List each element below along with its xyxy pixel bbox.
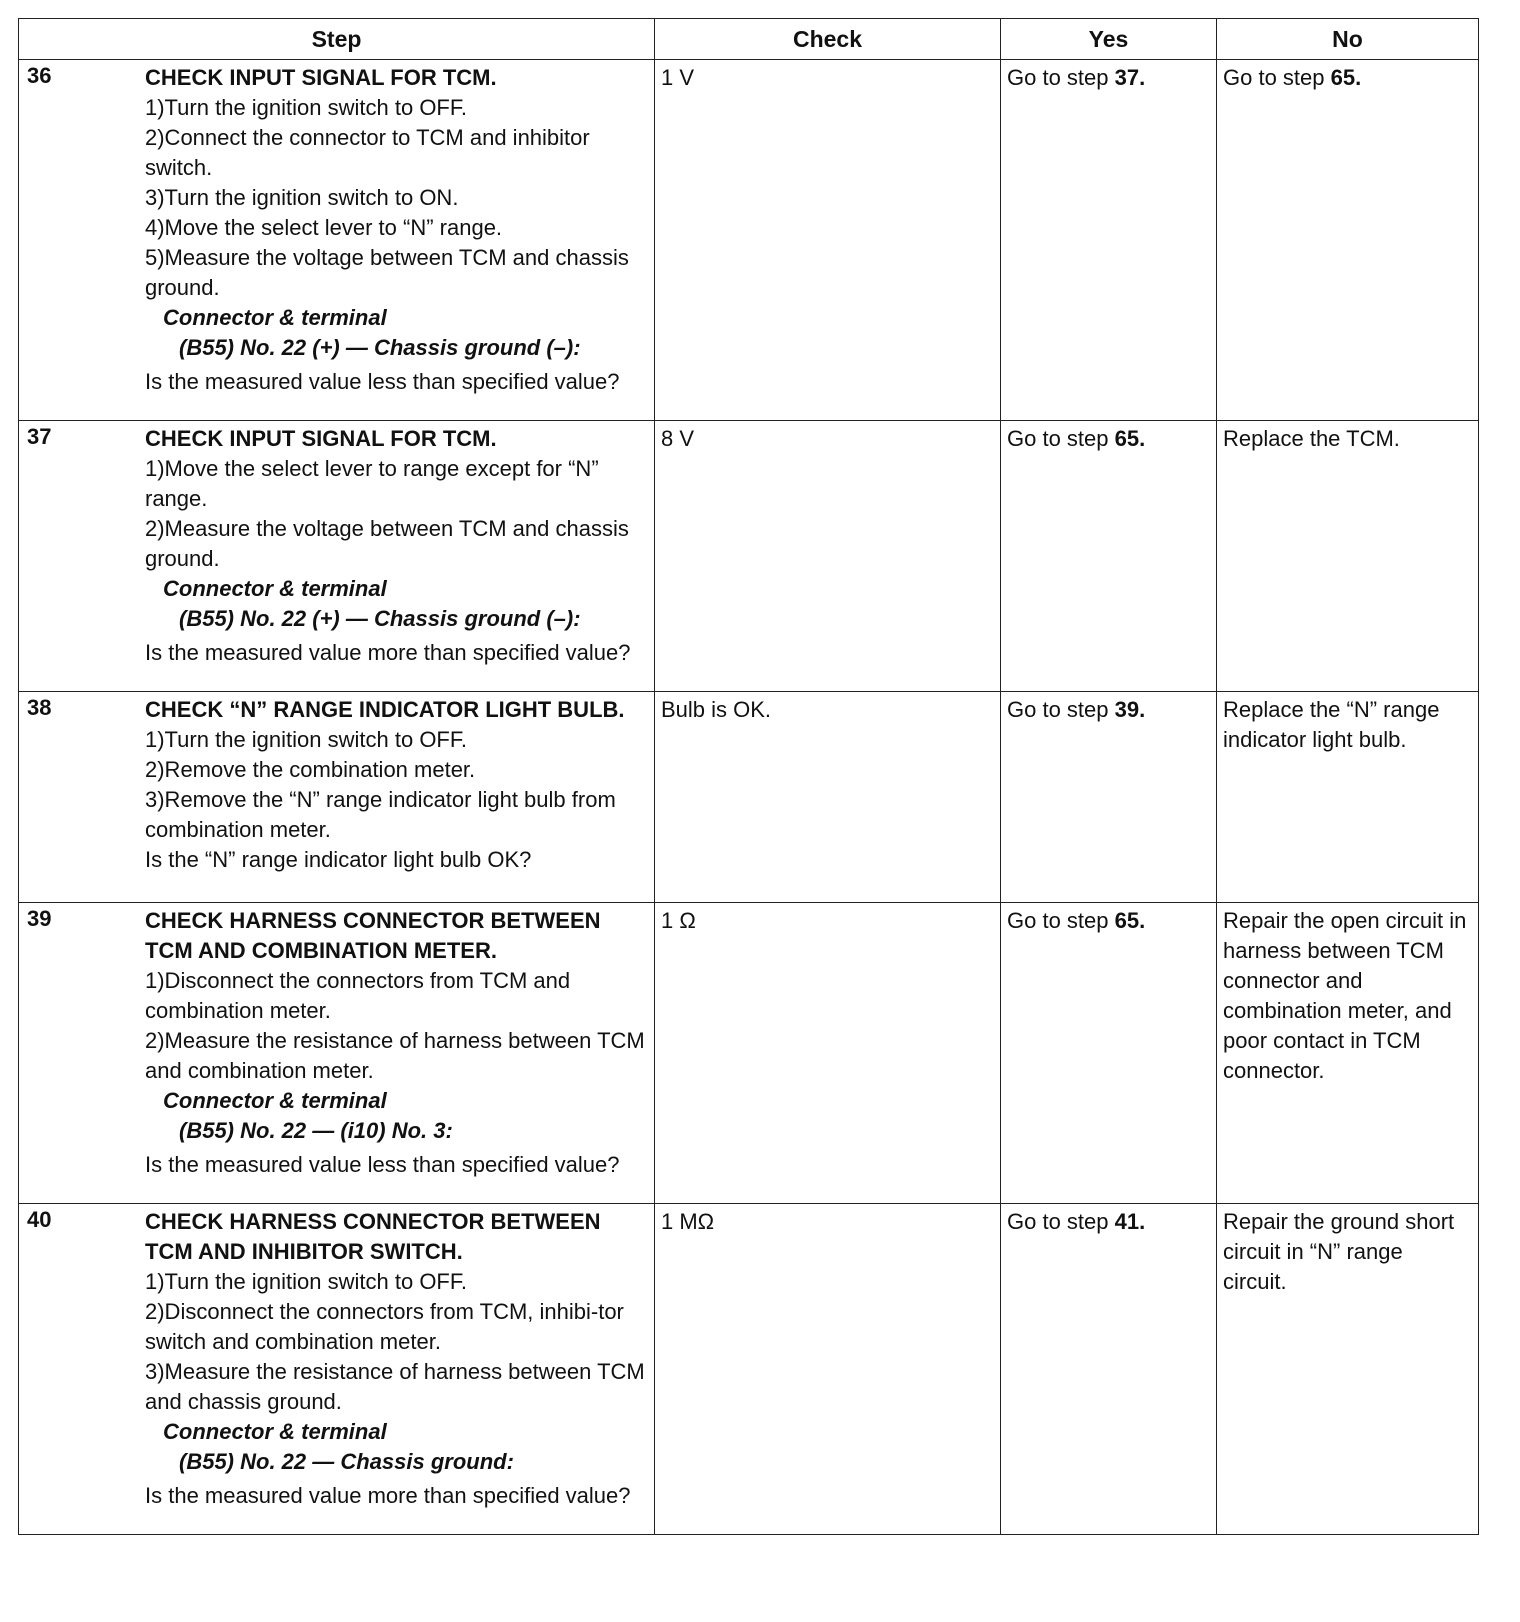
connector-terminal-value: (B55) No. 22 (+) — Chassis ground (–):	[179, 606, 581, 631]
step-question: Is the “N” range indicator light bulb OK?	[145, 847, 532, 872]
step-instruction: 1)Disconnect the connectors from TCM and combination meter.	[145, 968, 571, 1023]
yes-text: Go to step	[1007, 697, 1115, 722]
step-title: CHECK HARNESS CONNECTOR BETWEEN TCM AND INHIBITOR SWITCH.	[145, 1209, 601, 1264]
step-title: CHECK “N” RANGE INDICATOR LIGHT BULB.	[145, 697, 625, 722]
table-row	[19, 421, 1479, 692]
no-text: Go to step	[1223, 65, 1331, 90]
yes-text: Go to step	[1007, 1209, 1115, 1234]
step-instruction: 2)Connect the connector to TCM and inhibitor switch.	[145, 125, 590, 180]
step-instruction: 3)Turn the ignition switch to ON.	[145, 185, 459, 210]
yes-cell	[1001, 1204, 1217, 1535]
header-yes: Yes	[1001, 19, 1217, 60]
yes-step-link: 65.	[1114, 426, 1146, 451]
step-instruction: 1)Turn the ignition switch to OFF.	[145, 1269, 467, 1294]
header-no: No	[1217, 19, 1479, 60]
table-row	[19, 692, 1479, 903]
table-row	[19, 903, 1479, 1204]
no-step-link: 65.	[1330, 65, 1362, 90]
step-instruction: 4)Move the select lever to “N” range.	[145, 215, 503, 240]
check-value: 1 V	[661, 65, 695, 90]
step-cell	[19, 421, 655, 692]
no-cell	[1217, 60, 1479, 421]
step-instruction: 2)Disconnect the connectors from TCM, inhibi-tor switch and combination meter.	[145, 1299, 624, 1354]
yes-step-link: 39.	[1114, 697, 1146, 722]
table-row	[19, 60, 1479, 421]
header-row	[19, 19, 1479, 60]
check-cell	[655, 421, 1001, 692]
yes-step-link: 41.	[1114, 1209, 1146, 1234]
yes-cell	[1001, 903, 1217, 1204]
check-value: 1 Ω	[661, 908, 696, 933]
step-title: CHECK INPUT SIGNAL FOR TCM.	[145, 65, 497, 90]
step-instruction: 2)Remove the combination meter.	[145, 757, 476, 782]
check-cell	[655, 692, 1001, 903]
yes-text: Go to step	[1007, 908, 1115, 933]
connector-terminal-value: (B55) No. 22 — Chassis ground:	[179, 1449, 514, 1474]
header-check: Check	[655, 19, 1001, 60]
step-cell	[19, 60, 655, 421]
step-instruction: 5)Measure the voltage between TCM and chassis ground.	[145, 245, 629, 300]
step-instruction: 1)Move the select lever to range except for “N” range.	[145, 456, 599, 511]
step-instruction: 1)Turn the ignition switch to OFF.	[145, 95, 467, 120]
connector-terminal-label: Connector & terminal	[163, 305, 387, 330]
step-number: 37	[27, 424, 52, 449]
check-cell	[655, 60, 1001, 421]
diagnostic-table	[18, 18, 1479, 1535]
step-question: Is the measured value more than specified value?	[145, 1483, 631, 1508]
step-cell	[19, 1204, 655, 1535]
header-step: Step	[19, 19, 655, 60]
connector-terminal-value: (B55) No. 22 (+) — Chassis ground (–):	[179, 335, 581, 360]
check-value: 8 V	[661, 426, 695, 451]
yes-cell	[1001, 60, 1217, 421]
step-number: 38	[27, 695, 52, 720]
step-instruction: 3)Remove the “N” range indicator light bulb from combination meter.	[145, 787, 616, 842]
yes-text: Go to step	[1007, 65, 1115, 90]
no-cell	[1217, 421, 1479, 692]
step-cell	[19, 692, 655, 903]
check-value: 1 MΩ	[661, 1209, 715, 1234]
step-instruction: 1)Turn the ignition switch to OFF.	[145, 727, 467, 752]
table-row	[19, 1204, 1479, 1535]
yes-step-link: 37.	[1114, 65, 1146, 90]
step-title: CHECK HARNESS CONNECTOR BETWEEN TCM AND COMBINATION METER.	[145, 908, 601, 963]
check-value: Bulb is OK.	[661, 697, 772, 722]
yes-cell	[1001, 421, 1217, 692]
no-text: Replace the TCM.	[1223, 426, 1400, 451]
check-cell	[655, 1204, 1001, 1535]
no-cell	[1217, 692, 1479, 903]
connector-terminal-label: Connector & terminal	[163, 1419, 387, 1444]
step-number: 40	[27, 1207, 52, 1232]
step-question: Is the measured value less than specified value?	[145, 369, 620, 394]
step-number: 39	[27, 906, 52, 931]
step-instruction: 3)Measure the resistance of harness between TCM and chassis ground.	[145, 1359, 645, 1414]
connector-terminal-label: Connector & terminal	[163, 576, 387, 601]
step-question: Is the measured value less than specified value?	[145, 1152, 620, 1177]
step-instruction: 2)Measure the resistance of harness between TCM and combination meter.	[145, 1028, 645, 1083]
yes-step-link: 65.	[1114, 908, 1146, 933]
no-cell	[1217, 1204, 1479, 1535]
step-question: Is the measured value more than specified value?	[145, 640, 631, 665]
step-title: CHECK INPUT SIGNAL FOR TCM.	[145, 426, 497, 451]
step-cell	[19, 903, 655, 1204]
no-text: Repair the ground short circuit in “N” range circuit.	[1223, 1209, 1455, 1294]
step-number: 36	[27, 63, 52, 88]
connector-terminal-value: (B55) No. 22 — (i10) No. 3:	[179, 1118, 453, 1143]
no-text: Replace the “N” range indicator light bulb.	[1223, 697, 1440, 752]
step-instruction: 2)Measure the voltage between TCM and chassis ground.	[145, 516, 629, 571]
yes-cell	[1001, 692, 1217, 903]
no-text: Repair the open circuit in harness between TCM connector and combination meter, and poor contact in TCM connector.	[1223, 908, 1467, 1083]
connector-terminal-label: Connector & terminal	[163, 1088, 387, 1113]
check-cell	[655, 903, 1001, 1204]
no-cell	[1217, 903, 1479, 1204]
yes-text: Go to step	[1007, 426, 1115, 451]
